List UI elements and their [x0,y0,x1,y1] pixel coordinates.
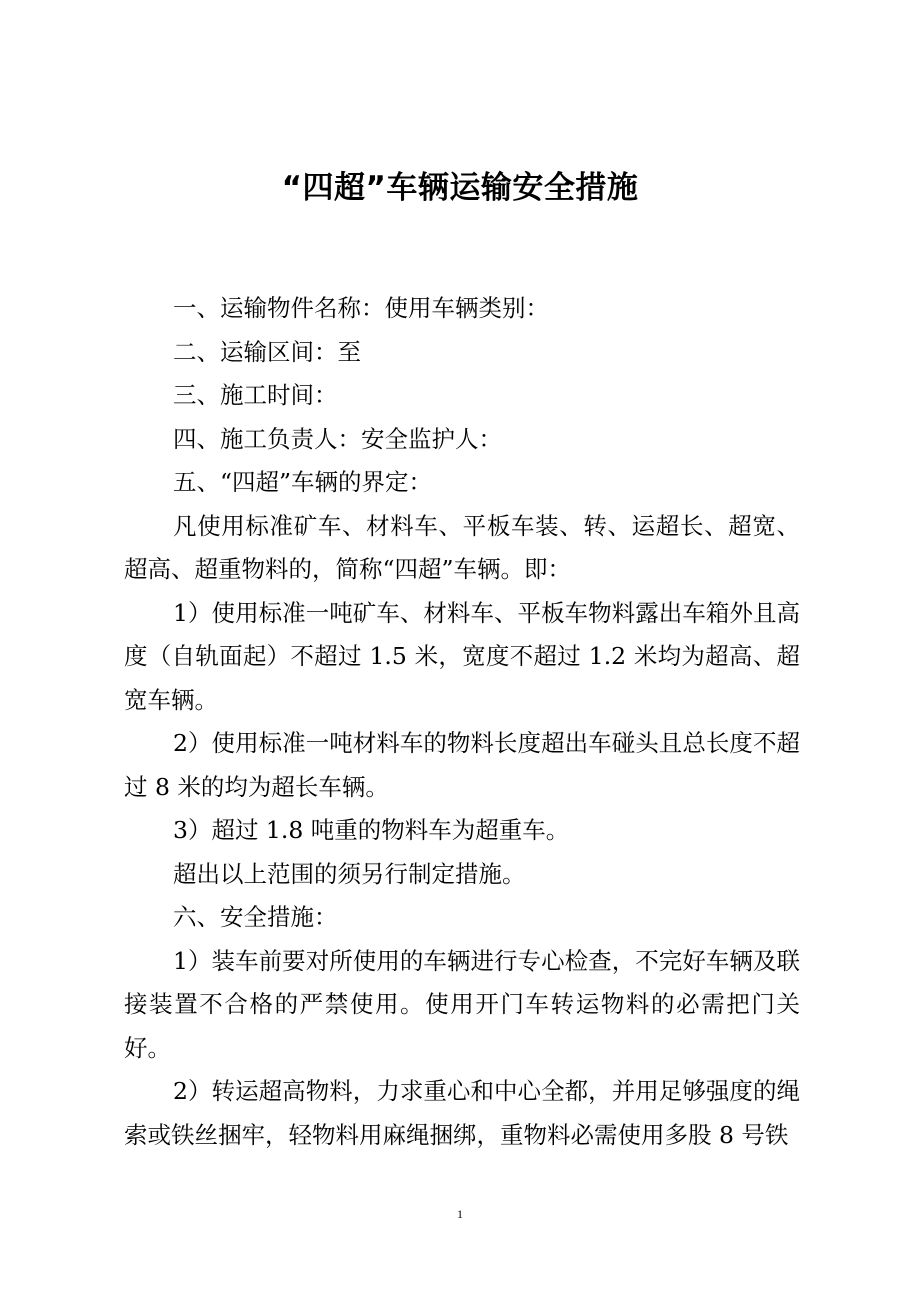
definition-rule-1: 1）使用标准一吨矿车、材料车、平板车物料露出车箱外且高度（自轨面起）不超过 1.5 米，宽度不超过 1.2 米均为超高、超宽车辆。 [124,598,800,714]
definition-rule-3: 3）超过 1.8 吨重的物料车为超重车。 [173,816,570,844]
document-body [124,287,800,1157]
safety-rule-1: 1）装车前要对所使用的车辆进行专心检查，不完好车辆及联接装置不合格的严禁使用。使用开门车转运物料的必需把门关好。 [124,946,800,1062]
document-title: “四超”车辆运输安全措施 [281,170,639,206]
page-number: 1 [457,1207,463,1221]
item-construction-time: 三、施工时间： [173,381,338,409]
item-definition-heading: 五、“四超”车辆的界定： [173,468,433,496]
item-safety-heading: 六、安全措施： [173,903,338,931]
definition-paragraph: 凡使用标准矿车、材料车、平板车装、转、运超长、超宽、超高、超重物料的，简称“四超”车辆。即： [124,511,800,583]
item-transport-section: 二、运输区间：至 [173,337,361,366]
item-responsible-person: 四、施工负责人：安全监护人： [173,424,502,453]
definition-note: 超出以上范围的须另行制定措施。 [173,859,526,888]
safety-rule-2: 2）转运超高物料，力求重心和中心全都，并用足够强度的绳索或铁丝捆牢，轻物料用麻绳捆绑，重物料必需使用多股 8 号铁 [124,1077,800,1149]
item-transport-object: 一、运输物件名称：使用车辆类别： [173,294,549,322]
definition-rule-2: 2）使用标准一吨材料车的物料长度超出车碰头且总长度不超过 8 米的均为超长车辆。 [124,729,800,801]
